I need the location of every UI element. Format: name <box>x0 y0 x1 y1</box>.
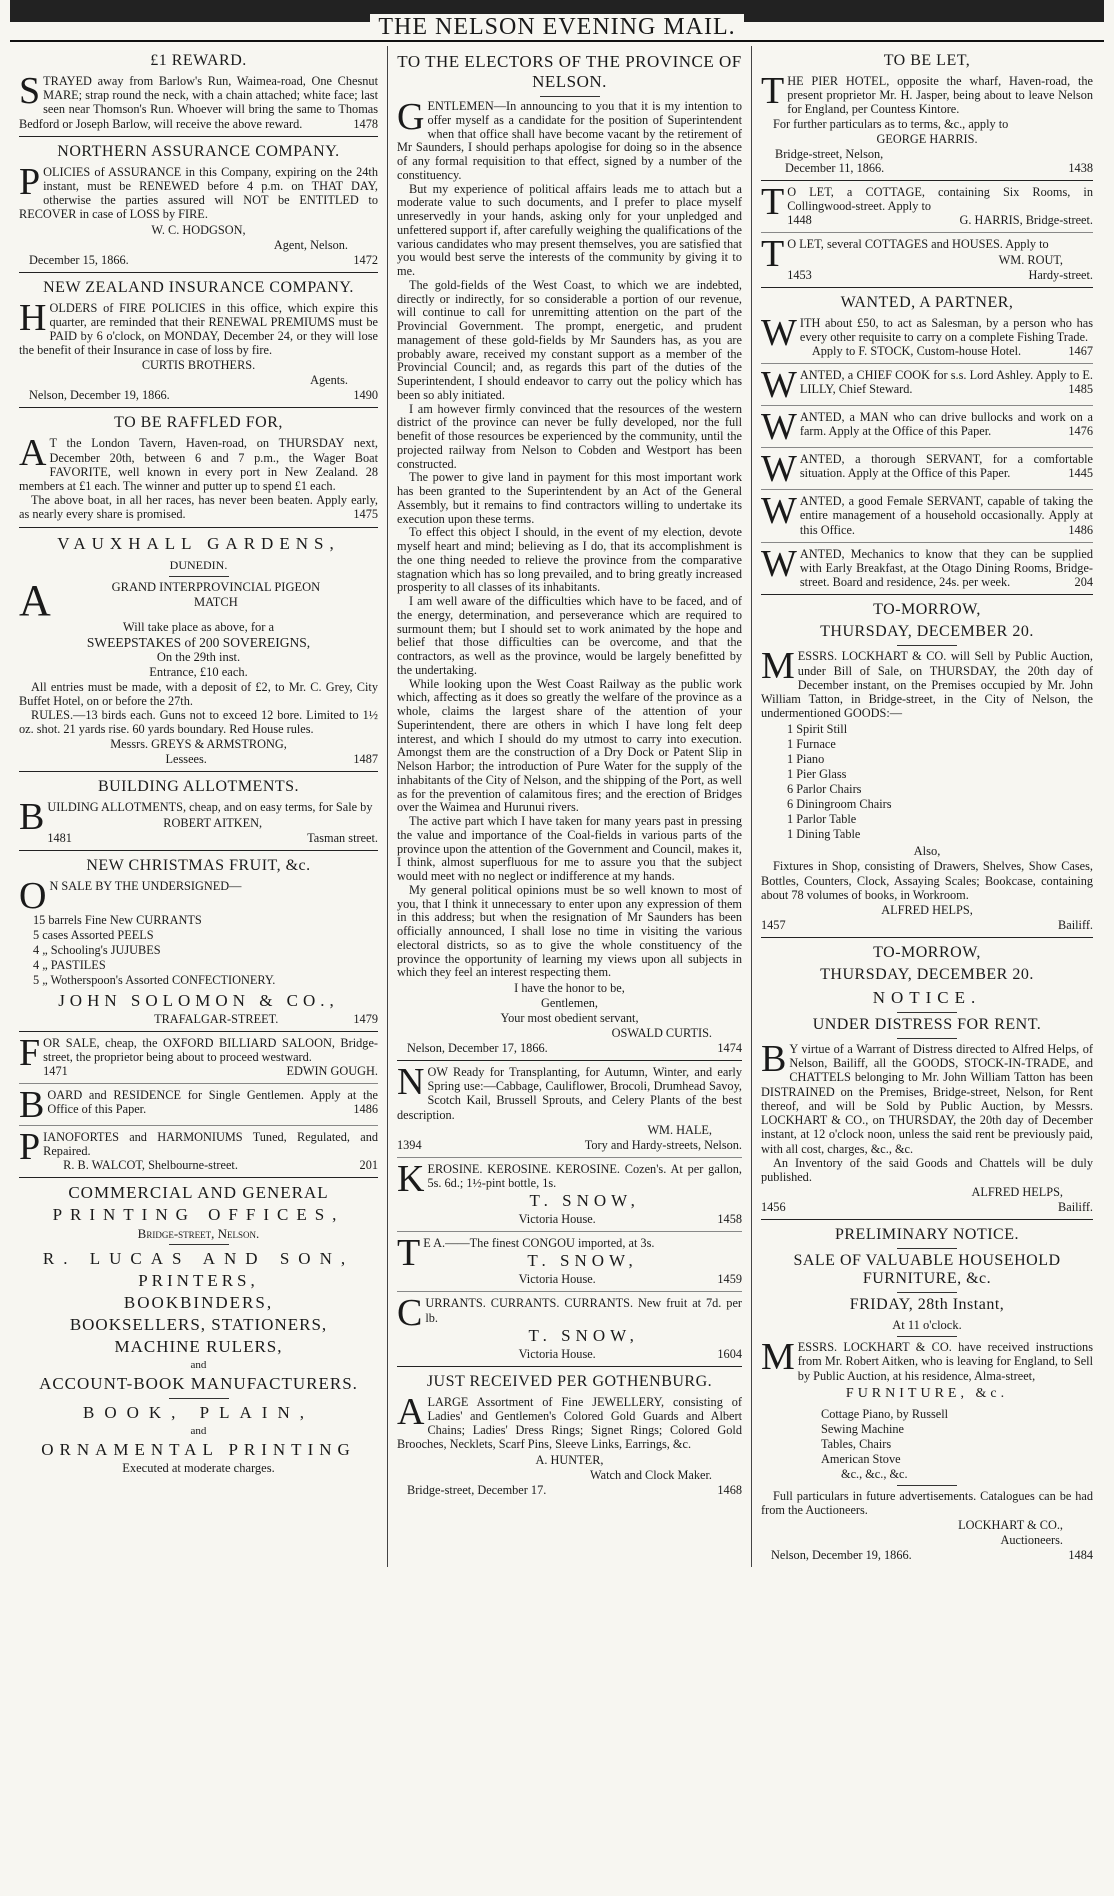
signature: ALFRED HELPS, <box>971 1185 1063 1200</box>
printing-line: and <box>190 1425 207 1438</box>
ad-date: Nelson, December 17, 1866. <box>407 1041 548 1055</box>
ad-wanted-servant <box>761 448 1093 490</box>
list-item: Tables, Chairs <box>821 1436 892 1451</box>
ad-cottages-houses <box>761 233 1093 287</box>
drop-cap: H <box>19 296 47 339</box>
signature: ALFRED HELPS, <box>881 903 973 918</box>
drop-cap: B <box>19 1084 45 1127</box>
signature-role: Watch and Clock Maker. <box>590 1467 712 1482</box>
ad-transplanting <box>397 1061 742 1158</box>
ad-mechanics <box>761 543 1093 596</box>
ad-number: 1476 <box>1068 424 1093 439</box>
ad-date: Bridge-street, December 17. <box>407 1482 547 1497</box>
drop-cap: O <box>19 874 47 917</box>
drop-cap: W <box>761 364 797 407</box>
signature-role: Lessees. <box>165 752 207 767</box>
ad-gothenburg <box>397 1367 742 1502</box>
ad-body: T the London Tavern, Haven-road, on THURSDAY next, December 20th, between 6 and 7 p.m., the Wager Boat FAVORITE, well known in every port in New Zealand. 28 members at £1 each. The winner and putter up to spend £1 each. <box>19 436 378 494</box>
ad-number: 201 <box>359 1158 378 1173</box>
signature: Messrs. GREYS & ARMSTRONG, <box>110 737 287 752</box>
printing-line: ACCOUNT-BOOK MANUFACTURERS. <box>39 1374 358 1394</box>
list-item: 4 „ Schooling's JUJUBES <box>33 942 161 957</box>
ad-body: O LET, a COTTAGE, containing Six Rooms, in Collingwood-street. Apply to <box>787 185 1093 214</box>
drop-cap: F <box>19 1031 41 1074</box>
ad-body-2: Full particulars in future advertisements. Catalogues can be had from the Auctioneers. <box>761 1488 1093 1517</box>
drop-cap: M <box>761 645 795 688</box>
drop-cap: T <box>397 1232 421 1275</box>
ad-title: JUST RECEIVED PER GOTHENBURG. <box>426 1372 713 1390</box>
signature: OSWALD CURTIS. <box>611 1026 712 1040</box>
signoff-line: Gentlemen, <box>540 996 599 1010</box>
ad-body: EROSINE. KEROSINE. KEROSINE. Cozen's. At per gallon, 5s. 6d.; 1½-pint bottle, 1s. <box>427 1161 742 1191</box>
ad-heading: GRAND INTERPROVINCIAL PIGEON <box>111 579 321 594</box>
ad-address: Victoria House. <box>518 1346 596 1361</box>
ad-heading: FRIDAY, 28th Instant, <box>849 1296 1005 1314</box>
list-item: 6 Diningroom Chairs <box>787 797 892 812</box>
ad-title: TO THE ELECTORS OF THE PROVINCE OF NELSON. <box>397 52 742 91</box>
drop-cap: A <box>19 432 47 475</box>
ad-preliminary-notice <box>761 1220 1093 1567</box>
drop-cap: W <box>761 490 797 533</box>
signature: G. HARRIS, Bridge-street. <box>959 213 1093 228</box>
ad-body: OARD and RESIDENCE for Single Gentlemen. Apply at the Office of this Paper. <box>47 1088 378 1117</box>
signature-role: Auctioneers. <box>1000 1533 1063 1548</box>
ad-number: 1487 <box>353 752 378 767</box>
ad-title: VAUXHALL GARDENS, <box>57 533 340 553</box>
list-item: 1 Pier Glass <box>787 767 847 782</box>
ad-line: On the 29th inst. <box>156 649 241 664</box>
ad-body: OLICIES of ASSURANCE in this Company, expiring on the 24th instant, must be RENEWED before 4 p.m. on THAT DAY, otherwise the parties assured will NOT be ENTITLED to RECOVER in case of LOSS by FIRE. <box>19 164 378 222</box>
drop-cap: W <box>761 311 797 354</box>
item-list <box>821 1407 1093 1482</box>
ad-date: Nelson, December 19, 1866. <box>29 388 170 403</box>
list-item: Sewing Machine <box>821 1421 904 1436</box>
ad-distress-rent <box>761 938 1093 1220</box>
signature-role: Agents. <box>310 373 348 388</box>
ad-number: 1459 <box>717 1272 742 1287</box>
ad-number: 1471 <box>43 1064 68 1079</box>
ad-body: OR SALE, cheap, the OXFORD BILLIARD SALOON, Bridge-street, the proprietor being about to proceed westward. <box>43 1035 378 1064</box>
ad-number: 1457 <box>761 918 786 933</box>
ad-address: TRAFALGAR-STREET. <box>154 1011 279 1026</box>
signature: JOHN SOLOMON & CO., <box>58 990 339 1010</box>
letter-paragraph: To effect this object I should, in the event of my election, devote myself heart and mind; believing as I do, that its accomplishment is the one thing needed to relieve the province from the comparative stagnation which has so long prevailed, and to bring greatly increased prosperity to all classes of its inhabitants. <box>397 525 742 595</box>
ad-address: Hardy-street. <box>1028 267 1093 282</box>
drop-cap: P <box>19 160 41 203</box>
ad-cottage <box>761 181 1093 233</box>
ad-title: £1 REWARD. <box>150 52 247 69</box>
ad-building <box>19 772 378 850</box>
letter-paragraph: The active part which I have taken for many years past in pressing the value and importance of the Coal-fields in various parts of the province upon the attention of the Government and Council, makes it, I think, almost superfluous for me to assure you that the subject would meet with no neglect or indifference at my hands. <box>397 814 742 883</box>
list-item: 6 Parlor Chairs <box>787 782 862 797</box>
list-item: 5 cases Assorted PEELS <box>33 927 154 942</box>
ad-number: 1467 <box>1068 344 1093 359</box>
ad-rules: RULES.—13 birds each. Guns not to exceed 12 bore. Limited to 1½ oz. shot. 21 yards rise. 60 yards boundary. Red House rules. <box>19 708 378 737</box>
ad-body: UILDING ALLOTMENTS, cheap, and on easy terms, for Sale by <box>47 800 373 815</box>
column-1 <box>10 46 388 1567</box>
letter-paragraph: I am however firmly convinced that the resources of the western district of the province can never be fully developed, nor the full benefit of those resources be experienced by the community, until the projected railway from Nelson to Cobden and Westport has been constructed. <box>397 401 742 471</box>
ad-fixtures: Fixtures in Shop, consisting of Drawers, Shelves, Show Cases, Bottles, Counters, Clock, Assaying Scales; Bookcase, containing about 78 volumes of books, in Workroom. <box>761 859 1093 902</box>
list-item: 5 „ Wotherspoon's Assorted CONFECTIONERY. <box>33 972 276 987</box>
signature: W. C. HODGSON, <box>151 222 246 237</box>
ad-number: 1474 <box>717 1041 742 1055</box>
ad-printing <box>19 1178 378 1481</box>
ad-body-2: An Inventory of the said Goods and Chattels will be duly published. <box>761 1155 1093 1184</box>
signature: R. B. WALCOT, Shelbourne-street. <box>63 1158 238 1173</box>
ad-number: 1453 <box>787 267 812 282</box>
ad-title: NEW ZEALAND INSURANCE COMPANY. <box>43 278 354 296</box>
ad-body: ESSRS. LOCKHART & CO. will Sell by Public Auction, under Bill of Sale, on THURSDAY, the 20th day of December instant, on the Premises occupied by Mr. John William Tatton, in Bridge-street, in the City of Nelson, the undermentioned GOODS:— <box>761 649 1093 721</box>
ad-number: 1468 <box>717 1482 742 1497</box>
ad-body: E A.——The finest CONGOU imported, at 3s. <box>423 1236 655 1251</box>
drop-cap: M <box>761 1336 795 1379</box>
drop-cap: B <box>19 796 45 839</box>
ad-pianofortes <box>19 1126 378 1178</box>
ad-female-servant <box>761 490 1093 543</box>
ad-kerosine <box>397 1158 742 1232</box>
ad-billiard <box>19 1032 378 1084</box>
drop-cap: S <box>19 70 41 112</box>
ad-address: Victoria House. <box>518 1272 596 1287</box>
ad-reward <box>19 46 378 137</box>
printing-line: PRINTING OFFICES, <box>52 1205 345 1225</box>
ad-title: TO BE LET, <box>883 52 971 69</box>
ad-auction-goods <box>761 595 1093 938</box>
ad-electors <box>397 46 742 1061</box>
ad-number: 204 <box>1074 575 1093 590</box>
ad-date: Nelson, December 19, 1866. <box>771 1548 912 1563</box>
ad-heading: TO-MORROW, <box>873 601 981 619</box>
ad-heading: THURSDAY, DECEMBER 20. <box>820 623 1034 641</box>
ad-heading: NOTICE. <box>872 988 982 1008</box>
ad-address: Tory and Hardy-streets, Nelson. <box>584 1137 742 1152</box>
ad-number: 1478 <box>353 116 378 131</box>
drop-cap: A <box>397 1390 425 1433</box>
ad-body: ANTED, a good Female SERVANT, capable of taking the entire management of a household occasionally. Apply at this Office. <box>799 494 1093 537</box>
ad-number: 1486 <box>1068 522 1093 537</box>
ad-line: Entrance, £10 each. <box>149 664 248 679</box>
ad-address: Tasman street. <box>307 830 378 845</box>
ad-date: December 11, 1866. <box>785 161 885 176</box>
ad-christmas-fruit <box>19 851 378 1032</box>
item-list <box>787 722 1093 842</box>
ad-pier-hotel <box>761 46 1093 181</box>
ad-body: Y virtue of a Warrant of Distress directed to Alfred Helps, of Nelson, Bailiff, all the GOODS, STOCK-IN-TRADE, and CHATTELS belonging to Mr. John William Tatton has been DISTRAINED on the Premises, Bridge-street, Nelson, for Rent thereof, and will be Sold by Public Auction, by Messrs. LOCKHART & CO., on THURSDAY, the 20th day of December instant, at 12 o'clock noon, unless the said rent be previously paid, with all cost, charges, &c., &c. <box>761 1042 1093 1156</box>
ad-heading: N SALE BY THE UNDERSIGNED— <box>49 878 242 893</box>
ad-heading: SALE OF VALUABLE HOUSEHOLD FURNITURE, &c. <box>793 1252 1061 1288</box>
letter-paragraph: ENTLEMEN—In announcing to you that it is my intention to offer myself as a candidate for the position of Superintendent when that office shall have become vacant by the retirement of Mr Saunders, I should perhaps apologise for doing so in the absence of any formal requisition to that effect, signed by a number of the constituency. <box>397 99 742 182</box>
printing-line: COMMERCIAL AND GENERAL <box>68 1183 329 1203</box>
drop-cap: P <box>19 1126 41 1169</box>
drop-cap: B <box>761 1038 787 1081</box>
ad-date: December 15, 1866. <box>29 252 129 267</box>
ad-title: NORTHERN ASSURANCE COMPANY. <box>57 142 340 160</box>
drop-cap: C <box>397 1292 423 1335</box>
signature: ROBERT AITKEN, <box>163 815 263 830</box>
signoff-line: I have the honor to be, <box>514 981 625 995</box>
printing-line: MACHINE RULERS, <box>114 1337 283 1357</box>
ad-heading: UNDER DISTRESS FOR RENT. <box>812 1016 1042 1034</box>
list-item: 1 Spirit Still <box>787 722 848 737</box>
drop-cap: T <box>761 70 785 112</box>
printing-line: BOOKSELLERS, STATIONERS, <box>69 1315 328 1335</box>
letter-paragraph: But my experience of political affairs leads me to attach but a moderate value to such documents, and I prefer to place myself unreservedly in your hands, asking only for your unpledged and unfettered support if, after carefully weighing the qualifications of the various candidates who may present themselves, you are satisfied that you would best serve the interests of the community by giving it to me. <box>397 181 742 278</box>
ad-number: 1445 <box>1068 466 1093 481</box>
ad-currants <box>397 1292 742 1366</box>
list-item: American Stove <box>821 1451 901 1466</box>
ad-body: TRAYED away from Barlow's Run, Waimea-road, One Chesnut MARE; strap round the neck, with a chain attached; white face; last seen near Thomson's Run. Whoever will bring the same to Thomas Bedford or Joseph Barlow, will receive the above reward. <box>19 74 378 131</box>
list-item: 1 Furnace <box>787 737 836 752</box>
signoff-line: Your most obedient servant, <box>500 1011 639 1025</box>
item-list <box>33 913 378 988</box>
ad-heading: PRELIMINARY NOTICE. <box>834 1226 1019 1244</box>
drop-cap: K <box>397 1157 425 1200</box>
ad-number: 1475 <box>353 507 378 522</box>
drop-cap: W <box>761 448 797 491</box>
drop-cap: G <box>397 96 425 138</box>
signature: LOCKHART & CO., <box>958 1518 1063 1533</box>
ad-heading: THURSDAY, DECEMBER 20. <box>820 966 1034 984</box>
ad-body: OW Ready for Transplanting, for Autumn, Winter, and early Spring use:—Cabbage, Cauliflower, Brocoli, Drumhead Savoy, Scotch Kail, Brussell Sprouts, and Celery Plants of the best description. <box>397 1065 742 1122</box>
list-item: 4 „ PASTILES <box>33 957 106 972</box>
ad-title: BUILDING ALLOTMENTS. <box>97 778 300 796</box>
ad-title: TO BE RAFFLED FOR, <box>114 414 283 432</box>
signature: WM. HALE, <box>647 1122 712 1137</box>
ad-number: 1479 <box>353 1011 378 1026</box>
letter-paragraph: The power to give land in payment for this most important work has been granted to the Superintendent by an Act of the General Assembly, but it remains to find contractors willing to undertake its execution upon these terms. <box>397 470 742 526</box>
signature: T. SNOW, <box>527 1251 638 1271</box>
printing-line: Bridge-street, Nelson. <box>137 1226 260 1242</box>
ad-body-2: For further particulars as to terms, &c., apply to <box>773 116 1009 131</box>
list-item: 1 Parlor Table <box>787 812 857 827</box>
drop-cap: T <box>761 233 785 276</box>
ad-nz-insurance <box>19 273 378 409</box>
ad-body: O LET, several COTTAGES and HOUSES. Apply to <box>787 237 1049 252</box>
ad-body: HE PIER HOTEL, opposite the wharf, Haven-road, the present proprietor Mr. H. Jasper, being about to leave Nelson for England, per Countess Kintore. <box>787 74 1093 117</box>
printing-line: R. LUCAS AND SON, <box>42 1249 355 1269</box>
signature-role: Bailiff. <box>1058 1200 1093 1215</box>
ad-raffle <box>19 408 378 527</box>
masthead <box>10 0 1104 42</box>
ad-heading-2: MATCH <box>194 594 238 609</box>
ad-line: Will take place as above, for a <box>122 619 275 634</box>
ad-body: IANOFORTES and HARMONIUMS Tuned, Regulated, and Repaired. <box>43 1130 378 1159</box>
ad-number: 1472 <box>353 252 378 267</box>
ad-northern-assurance <box>19 137 378 273</box>
list-item: &c., &c., &c. <box>841 1466 908 1481</box>
ad-title: NEW CHRISTMAS FRUIT, &c. <box>86 856 311 874</box>
ad-number: 1448 <box>787 213 812 228</box>
list-item: 1 Dining Table <box>787 827 861 842</box>
ad-body: LARGE Assortment of Fine JEWELLERY, consisting of Ladies' and Gentlemen's Colored Gold Guards and Albert Chains; Ladies' Dress Rings; Signet Rings; Colored Gold Brooches, Necklets, Scarf Pins, Sleeve Links, Earrings, &c. <box>397 1394 742 1452</box>
printing-line: BOOK, PLAIN, <box>83 1403 314 1423</box>
list-item: 15 barrels Fine New CURRANTS <box>33 912 202 927</box>
ad-address: Bridge-street, Nelson, <box>775 146 884 161</box>
printing-line: PRINTERS, <box>138 1271 259 1291</box>
ad-body-2: The above boat, in all her races, has never been beaten. Apply early, as nearly every share is promised. <box>19 493 378 522</box>
ad-number: 1394 <box>397 1137 422 1152</box>
column-3 <box>752 46 1102 1567</box>
drop-cap: N <box>397 1061 425 1103</box>
ad-line: SWEEPSTAKES of 200 SOVEREIGNS, <box>86 634 311 650</box>
drop-cap: W <box>761 406 797 449</box>
list-item: Cottage Piano, by Russell <box>821 1406 949 1421</box>
ad-tea <box>397 1232 742 1292</box>
ad-chief-cook <box>761 364 1093 406</box>
signature: WM. ROUT, <box>998 252 1063 267</box>
signature-role: Agent, Nelson. <box>273 237 348 252</box>
ad-body: OLDERS of FIRE POLICIES in this office, which expire this quarter, are reminded that their RENEWAL PREMIUMS must be PAID by 6 o'clock, on MONDAY, December 24, or they will lose the benefit of their Insurance in case of loss by fire. <box>19 300 378 358</box>
ad-number: 1486 <box>353 1102 378 1117</box>
ad-heading: FURNITURE, &c. <box>845 1385 1009 1401</box>
signature-role: Bailiff. <box>1058 918 1093 933</box>
ad-body: ANTED, a MAN who can drive bullocks and work on a farm. Apply at the Office of this Paper. <box>799 410 1093 439</box>
ad-body: ANTED, a CHIEF COOK for s.s. Lord Ashley. Apply to E. LILLY, Chief Steward. <box>799 368 1093 397</box>
signature: GEORGE HARRIS. <box>876 131 978 146</box>
ad-subtitle: DUNEDIN. <box>169 557 228 572</box>
columns <box>10 46 1104 1567</box>
ad-board <box>19 1084 378 1126</box>
ad-address: Victoria House. <box>518 1212 596 1227</box>
letter-paragraph: While looking upon the West Coast Railway as the public work which, affecting as it does so greatly the welfare of the province as a whole, claims the largest share of the attention of your Superintendent, there are others in which I have long felt deep interest, and which I should do my utmost to carry into execution. Amongst them are the construction of a Dry Dock or Patent Slip in Nelson Harbor; the introduction of Pure Water for the supply of the inhabitants of the City of Nelson, and the shipping of the Port, as well as for the prevention of calamitous fires; and the erection of Bridges over the Waimea and Hurunui rivers. <box>397 676 742 815</box>
letter-paragraph: The gold-fields of the West Coast, to which we are indebted, directly or indirectly, for so considerable a portion of our revenue, will continue to call for unremitting attention on the part of the Provincial Government. The prompt, energetic, and prudent management of these gold-fields by Mr Saunders has, as you are probably aware, received my constant support as a member of the Provincial Council; and, as regards this part of the duties of the Superintendent, I should endeavor to carry out the policy which has been so ably initiated. <box>397 277 742 402</box>
signature: CURTIS BROTHERS. <box>141 358 256 373</box>
ad-also: Also, <box>913 844 941 859</box>
ad-wanted-man <box>761 406 1093 448</box>
printing-line: and <box>190 1359 207 1372</box>
drop-cap: T <box>761 181 785 224</box>
ad-vauxhall <box>19 528 378 773</box>
printing-line: Executed at moderate charges. <box>122 1461 275 1476</box>
drop-cap: W <box>761 542 797 585</box>
ad-number: 1485 <box>1068 382 1093 397</box>
ad-number: 1604 <box>717 1346 742 1361</box>
ad-body: ANTED, Mechanics to know that they can be supplied with Early Breakfast, at the Otago Dining Rooms, Bridge-street. Board and residence, 24s. per week. <box>799 546 1093 590</box>
ad-title: WANTED, A PARTNER, <box>840 293 1014 311</box>
drop-cap: A <box>19 579 51 620</box>
letter-paragraph: I am well aware of the difficulties which have to be faced, and of the energy, determination, and perseverance which are required to surmount them; but I should set to work animated by the hope and belief that those difficulties can be overcome, and that the contractors, as well as the province, would be largely benefitted by the undertaking. <box>397 594 742 677</box>
printing-line: BOOKBINDERS, <box>123 1293 274 1313</box>
ad-partner <box>761 288 1093 365</box>
signature: EDWIN GOUGH. <box>286 1064 378 1079</box>
ad-number: 1490 <box>353 388 378 403</box>
ad-body: ITH about £50, to act as Salesman, by a person who has every other requisite to carry on a complete Fishing Trade. <box>799 315 1093 344</box>
printing-line: ORNAMENTAL PRINTING <box>41 1440 356 1460</box>
ad-number: 1456 <box>761 1200 786 1215</box>
list-item: 1 Piano <box>787 752 825 767</box>
ad-number: 1438 <box>1068 161 1093 176</box>
ad-number: 1481 <box>47 830 72 845</box>
ad-body: ANTED, a thorough SERVANT, for a comfortable situation. Apply at the Office of this Paper. <box>799 452 1093 481</box>
letter-paragraph: My general political opinions must be so well known to most of you, that I think it unnecessary to enter upon any expression of them in this address; but when the resignation of Mr Saunders has been officially announced, I shall lose no time in visiting the various electoral districts, so as to give the whole constituency of the province the opportunity of learning my views upon all subjects in which they feel an interest respecting them. <box>397 882 742 980</box>
column-2 <box>388 46 752 1567</box>
ad-time: At 11 o'clock. <box>892 1318 962 1333</box>
signature: T. SNOW, <box>529 1191 640 1211</box>
masthead-title: THE NELSON EVENING MAIL. <box>370 14 743 40</box>
ad-number: 1484 <box>1068 1548 1093 1563</box>
ad-body: All entries must be made, with a deposit of £2, to Mr. C. Grey, City Buffet Hotel, on or before the 27th. <box>19 679 378 708</box>
ad-body-2: Apply to F. STOCK, Custom-house Hotel. <box>811 344 1022 359</box>
ad-body: URRANTS. CURRANTS. CURRANTS. New fruit at 7d. per lb. <box>425 1296 742 1325</box>
signature: A. HUNTER, <box>535 1452 604 1467</box>
ad-body: ESSRS. LOCKHART & CO. have received instructions from Mr. Robert Aitken, who is leaving for England, to Sell by Public Auction, at his residence, Alma-street, <box>797 1340 1093 1383</box>
ad-heading: TO-MORROW, <box>873 944 981 962</box>
ad-number: 1458 <box>717 1212 742 1227</box>
signature: T. SNOW, <box>528 1325 639 1345</box>
